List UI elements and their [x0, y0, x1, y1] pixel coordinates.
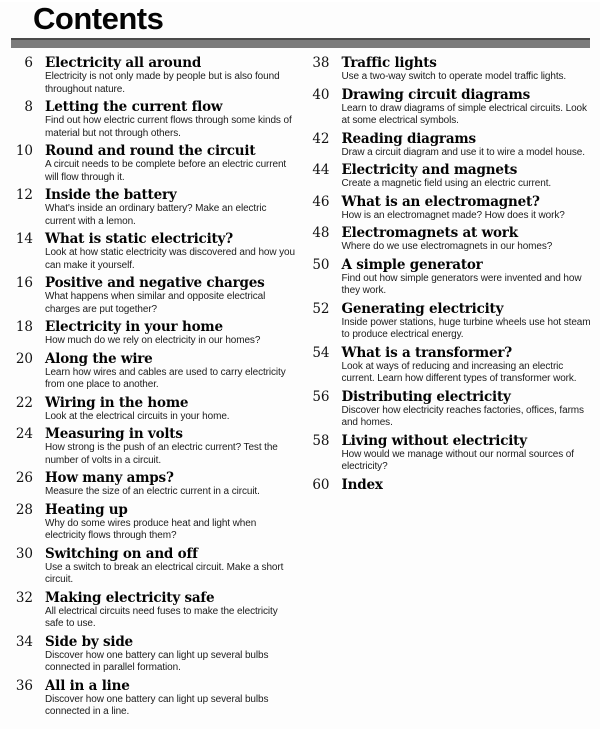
entry-description: Why do some wires produce heat and light when electricity flows through them? [45, 517, 257, 541]
entry-title: Measuring in volts [45, 426, 183, 442]
entry-title: Drawing circuit diagrams [341, 86, 531, 103]
entry-page-number: 30 [15, 545, 33, 562]
entry-title: How many amps? [45, 470, 174, 486]
entry-page-number: 6 [24, 55, 33, 71]
entry-page-number: 26 [15, 470, 33, 486]
entry-page-number: 38 [312, 55, 330, 71]
entry-body [342, 477, 593, 493]
entry-body [45, 546, 296, 587]
toc-entry [13, 143, 296, 184]
toc-entry [310, 389, 593, 430]
entry-body [45, 426, 296, 467]
entry-description: Discover how one battery can light up several bulbs connected in parallel formation. [45, 649, 269, 673]
entry-body [45, 187, 296, 228]
entry-title: Electricity in your home [45, 319, 223, 335]
entry-body [45, 470, 296, 499]
toc-entry [310, 162, 593, 191]
toc-entry [13, 590, 296, 631]
entry-page-number: 42 [312, 130, 330, 147]
toc-entry [310, 194, 593, 223]
entry-body [45, 395, 296, 424]
toc-entry [13, 470, 296, 499]
title-rule-bar [11, 38, 590, 48]
page-title: Contents [33, 1, 164, 36]
toc-entry [310, 225, 593, 254]
entry-description: How would we manage without our normal sources of electricity? [341, 448, 574, 472]
entry-page-number: 52 [312, 300, 330, 317]
entry-page-number: 12 [15, 187, 33, 203]
toc-entry [310, 433, 593, 474]
entry-description: Create a magnetic field using an electric current. [341, 178, 552, 189]
entry-title: Traffic lights [341, 55, 437, 71]
entry-description: Discover how electricity reaches factories, offices, farms and homes. [341, 404, 584, 428]
entry-title: Electricity all around [45, 55, 202, 71]
entry-title: Positive and negative charges [45, 275, 265, 291]
entry-page-number: 60 [312, 476, 330, 493]
entry-title: Reading diagrams [341, 130, 476, 147]
entry-page-number: 44 [312, 162, 330, 178]
entry-title: A simple generator [341, 256, 483, 273]
entry-description: Use a switch to break an electrical circuit. Make a short circuit. [45, 561, 284, 585]
toc-entry [13, 678, 296, 719]
toc-entry [310, 131, 593, 160]
toc-entry [310, 87, 593, 128]
entry-title: Round and round the circuit [45, 143, 256, 159]
entry-title: Generating electricity [341, 300, 504, 317]
entry-page-number: 10 [15, 143, 33, 159]
entry-body [342, 389, 593, 430]
entry-body [45, 55, 296, 96]
entry-page-number: 16 [15, 275, 33, 291]
entry-body [342, 433, 593, 474]
entry-page-number: 20 [15, 350, 33, 367]
entry-description: Find out how electric current flows through some kinds of material but not through others. [45, 115, 292, 139]
entry-description: What happens when similar and opposite electrical charges are put together? [45, 291, 266, 315]
toc-column-right [310, 55, 593, 722]
toc-entry [13, 351, 296, 392]
entry-page-number: 28 [15, 501, 33, 518]
entry-description: Measure the size of an electric current in a circuit. [45, 486, 260, 497]
entry-description: What's inside an ordinary battery? Make an electric current with a lemon. [45, 203, 267, 227]
toc-entry [310, 301, 593, 342]
entry-body [45, 319, 296, 348]
toc-entry [13, 502, 296, 543]
entry-page-number: 48 [312, 225, 330, 241]
entry-description: Look at ways of reducing and increasing an electric current. Learn how different types of transformer work. [341, 360, 577, 384]
entry-page-number: 34 [15, 633, 33, 650]
entry-title: What is a transformer? [341, 344, 512, 361]
entry-title: Switching on and off [45, 545, 198, 562]
entry-page-number: 56 [312, 388, 330, 405]
entry-title: All in a line [45, 677, 130, 694]
entry-description: Find out how simple generators were invented and how they work. [341, 272, 582, 296]
entry-description: Learn how wires and cables are used to carry electricity from one place to another. [45, 366, 286, 390]
entry-page-number: 58 [312, 432, 330, 449]
entry-title: Distributing electricity [341, 388, 511, 405]
entry-body [342, 162, 593, 191]
toc-entry [13, 634, 296, 675]
toc-column-left [13, 55, 296, 722]
entry-title: Electricity and magnets [341, 162, 518, 178]
entry-page-number: 40 [312, 86, 330, 103]
entry-body [45, 351, 296, 392]
entry-description: Inside power stations, huge turbine wheels use hot steam to produce electrical energy. [341, 316, 591, 340]
toc-columns [0, 55, 600, 722]
entry-page-number: 32 [15, 589, 33, 606]
entry-page-number: 24 [15, 426, 33, 442]
toc-entry [13, 231, 296, 272]
entry-body [342, 345, 593, 386]
entry-title: Side by side [45, 633, 133, 650]
entry-body [45, 275, 296, 316]
toc-entry [13, 426, 296, 467]
toc-entry [310, 55, 593, 84]
entry-page-number: 22 [15, 394, 33, 411]
entry-title: What is static electricity? [45, 231, 233, 247]
entry-title: Making electricity safe [45, 589, 215, 606]
entry-page-number: 14 [15, 231, 33, 247]
toc-entry [13, 187, 296, 228]
entry-description: Use a two-way switch to operate model traffic lights. [341, 71, 567, 82]
toc-entry [310, 477, 593, 493]
toc-entry [310, 257, 593, 298]
entry-description: How strong is the push of an electric current? Test the number of volts in a circuit. [45, 442, 278, 466]
entry-title: Along the wire [45, 350, 153, 367]
entry-body [342, 301, 593, 342]
entry-title: Letting the current flow [45, 99, 223, 115]
entry-description: Electricity is not only made by people but is also found throughout nature. [45, 71, 280, 95]
toc-entry [13, 319, 296, 348]
entry-description: A circuit needs to be complete before an electric current will flow through it. [45, 159, 287, 183]
entry-body [45, 143, 296, 184]
entry-body [45, 678, 296, 719]
entry-title: What is an electromagnet? [341, 193, 540, 210]
entry-title: Wiring in the home [45, 394, 189, 411]
entry-body [342, 194, 593, 223]
entry-description: All electrical circuits need fuses to make the electricity safe to use. [45, 605, 278, 629]
entry-description: How is an electromagnet made? How does it work? [341, 209, 565, 221]
entry-description: Look at how static electricity was discovered and how you can make it yourself. [45, 247, 295, 271]
entry-page-number: 8 [24, 99, 33, 115]
entry-body [342, 257, 593, 298]
entry-body [45, 634, 296, 675]
entry-page-number: 54 [312, 344, 330, 361]
toc-entry [13, 395, 296, 424]
entry-body [342, 87, 593, 128]
toc-entry [13, 275, 296, 316]
entry-body [45, 590, 296, 631]
entry-title: Heating up [45, 501, 128, 518]
entry-description: Look at the electrical circuits in your home. [45, 410, 230, 422]
entry-title: Index [341, 476, 383, 493]
entry-page-number: 50 [312, 256, 330, 273]
toc-entry [13, 99, 296, 140]
entry-body [342, 225, 593, 254]
entry-body [45, 99, 296, 140]
contents-page [0, 2, 600, 729]
toc-entry [310, 345, 593, 386]
entry-body [342, 131, 593, 160]
entry-page-number: 36 [15, 677, 33, 694]
entry-description: Learn to draw diagrams of simple electrical circuits. Look at some electrical symbols. [341, 102, 587, 126]
entry-body [45, 231, 296, 272]
entry-description: How much do we rely on electricity in our homes? [45, 335, 261, 346]
entry-description: Draw a circuit diagram and use it to wire a model house. [341, 146, 585, 158]
entry-title: Electromagnets at work [341, 225, 518, 241]
entry-title: Living without electricity [341, 432, 527, 449]
entry-description: Discover how one battery can light up several bulbs connected in a line. [45, 693, 269, 717]
toc-entry [13, 55, 296, 96]
toc-entry [13, 546, 296, 587]
entry-page-number: 46 [312, 193, 330, 210]
entry-body [45, 502, 296, 543]
entry-description: Where do we use electromagnets in our homes? [341, 241, 553, 252]
entry-title: Inside the battery [45, 187, 177, 203]
entry-body [342, 55, 593, 84]
entry-page-number: 18 [15, 319, 33, 335]
